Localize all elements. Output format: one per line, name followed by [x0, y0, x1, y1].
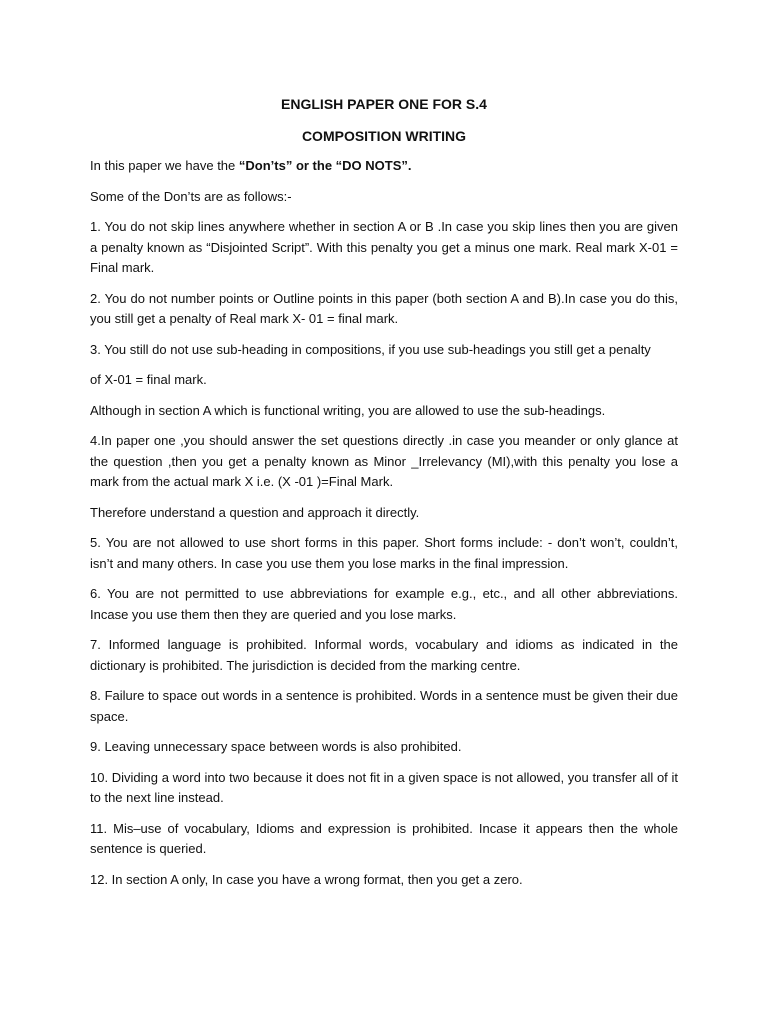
- rule-paragraph: of X-01 = final mark.: [90, 372, 207, 387]
- rule-paragraph: 4.In paper one ,you should answer the set questions directly .in case you meander or only glance at the question ,then you get a penalty known as Minor _Irrelevancy (MI),with this penalty you lose a mark from the actual mark X i.e. (X -01 )=Final Mark.: [90, 433, 678, 489]
- rule-paragraph: 10. Dividing a word into two because it does not fit in a given space is not allowed, you transfer all of it to the next line instead.: [90, 769, 678, 805]
- rule-paragraph: 7. Informed language is prohibited. Informal words, vocabulary and idioms as indicated in the dictionary is prohibited. The jurisdiction is decided from the marking centre.: [90, 637, 678, 673]
- rule-paragraph: 11. Mis–use of vocabulary, Idioms and expression is prohibited. Incase it appears then the whole sentence is queried.: [90, 820, 678, 856]
- rule-paragraph: Therefore understand a question and approach it directly.: [90, 504, 420, 520]
- rule-paragraph: 9. Leaving unnecessary space between words is also prohibited.: [90, 739, 462, 754]
- lead-paragraph: Some of the Don’ts are as follows:-: [90, 188, 292, 204]
- rule-paragraph: 5. You are not allowed to use short forms in this paper. Short forms include: - don’t won’t, couldn’t, isn’t and many others. In case you use them you lose marks in the final impression.: [90, 535, 678, 571]
- intro-bold-do-nots: “DO NOTS”.: [335, 158, 412, 173]
- rule-paragraph: 12. In section A only, In case you have a wrong format, then you get a zero.: [90, 871, 523, 887]
- rule-paragraph: 3. You still do not use sub-heading in compositions, if you use sub-headings you still get a penalty: [90, 341, 651, 357]
- rule-paragraph: 1. You do not skip lines anywhere whether in section A or B .In case you skip lines then you are given a penalty known as “Disjointed Script”. With this penalty you get a minus one mark. Real mark X-01 = Final mark.: [90, 219, 678, 275]
- rule-paragraph: 8. Failure to space out words in a sentence is prohibited. Words in a sentence must be given their due space.: [90, 688, 678, 724]
- rule-paragraph: 2. You do not number points or Outline points in this paper (both section A and B).In case you do this, you still get a penalty of Real mark X- 01 = final mark.: [90, 290, 678, 326]
- rule-paragraph: Although in section A which is functional writing, you are allowed to use the sub-headings.: [90, 402, 606, 418]
- rule-paragraph: 6. You are not permitted to use abbreviations for example e.g., etc., and all other abbreviations. Incase you use them then they are queried and you lose marks.: [90, 586, 678, 622]
- intro-bold-donts: “Don’ts”: [238, 158, 293, 173]
- document-body: [90, 94, 678, 900]
- intro-middle: or the: [292, 158, 336, 173]
- document-subtitle: COMPOSITION WRITING: [301, 128, 467, 144]
- intro-prefix: In this paper we have the: [90, 158, 239, 173]
- intro-paragraph: [90, 156, 678, 177]
- document-title: ENGLISH PAPER ONE FOR S.4: [281, 96, 487, 112]
